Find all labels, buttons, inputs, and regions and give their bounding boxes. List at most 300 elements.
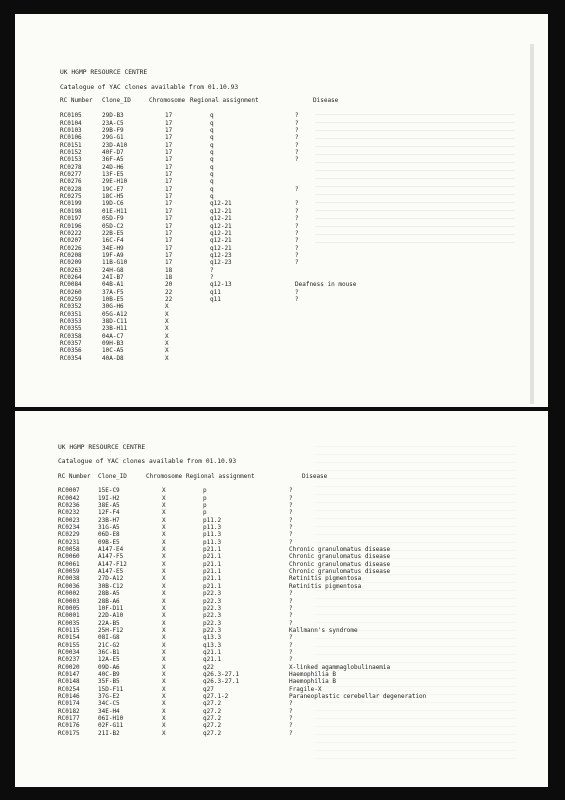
cell-regional-assignment: p21.1 <box>203 546 222 554</box>
cell-rc-number: RC0208 <box>60 251 82 259</box>
cell-regional-assignment: p11.3 <box>203 538 222 546</box>
cell-rc-number: RC0351 <box>60 310 82 318</box>
cell-regional-assignment: q <box>210 119 214 127</box>
cell-clone-id: 29G-G1 <box>102 134 124 142</box>
cell-clone-id: 22D-A10 <box>98 612 124 620</box>
cell-clone-id: 28B-A6 <box>98 597 120 605</box>
cell-chromosome: 18 <box>165 266 173 274</box>
org-title: UK HGMP RESOURCE CENTRE <box>58 444 146 451</box>
cell-clone-id: 24H-G8 <box>102 266 124 274</box>
cell-rc-number: RC0061 <box>58 560 80 568</box>
cell-clone-id: 09B-E5 <box>98 538 120 546</box>
cell-regional-assignment: q27.2 <box>203 729 222 737</box>
cell-chromosome: 17 <box>165 171 173 179</box>
cell-disease: ? <box>289 722 293 730</box>
cell-rc-number: RC0275 <box>60 193 82 201</box>
cell-regional-assignment: q12-21 <box>210 237 232 245</box>
cell-regional-assignment: q12-21 <box>210 229 232 237</box>
cell-disease: ? <box>295 156 299 164</box>
cell-rc-number: RC0229 <box>58 531 80 539</box>
cell-clone-id: 23B-H11 <box>102 325 128 333</box>
cell-disease: ? <box>289 612 293 620</box>
cell-chromosome: 17 <box>165 127 173 135</box>
cell-regional-assignment: q12-21 <box>210 200 232 208</box>
cell-rc-number: RC0084 <box>60 281 82 289</box>
cell-rc-number: RC0260 <box>60 288 82 296</box>
cell-rc-number: RC0254 <box>58 685 80 693</box>
cell-disease: ? <box>295 244 299 252</box>
cell-regional-assignment: p11.2 <box>203 516 222 524</box>
cell-chromosome: 17 <box>165 222 173 230</box>
cell-chromosome: X <box>165 354 169 362</box>
cell-clone-id: 10C-A5 <box>102 347 124 355</box>
cell-disease: ? <box>289 487 293 495</box>
cell-clone-id: 18C-H5 <box>102 193 124 201</box>
cell-chromosome: 17 <box>165 156 173 164</box>
cell-rc-number: RC0176 <box>58 722 80 730</box>
cell-disease: ? <box>295 200 299 208</box>
cell-chromosome: 17 <box>165 178 173 186</box>
cell-disease: Retinitis pigmentosa <box>289 582 362 590</box>
show-through-text <box>315 109 515 249</box>
cell-chromosome: 17 <box>165 207 173 215</box>
page-sheet-bottom <box>15 411 548 787</box>
col-chromosome: Chromosome <box>149 97 186 104</box>
cell-rc-number: RC0237 <box>58 656 80 664</box>
cell-chromosome: X <box>162 590 166 598</box>
cell-disease: ? <box>289 538 293 546</box>
cell-chromosome: X <box>162 553 166 561</box>
cell-clone-id: 24D-H6 <box>102 163 124 171</box>
cell-disease: ? <box>289 619 293 627</box>
cell-clone-id: A147-E5 <box>98 568 124 576</box>
catalogue-title: Catalogue of YAC clones available from 01.10.93 <box>58 458 237 465</box>
cell-disease: Haemophilia B <box>289 678 336 686</box>
cell-disease: ? <box>295 141 299 149</box>
col-regional-assignment: Regional assignment <box>186 473 255 480</box>
cell-rc-number: RC0277 <box>60 171 82 179</box>
cell-chromosome: X <box>162 509 166 517</box>
cell-chromosome: X <box>162 516 166 524</box>
cell-regional-assignment: q13.3 <box>203 634 222 642</box>
cell-regional-assignment: q <box>210 127 214 135</box>
cell-regional-assignment: p11.3 <box>203 531 222 539</box>
cell-regional-assignment: p22.3 <box>203 626 222 634</box>
cell-regional-assignment: q <box>210 141 214 149</box>
cell-regional-assignment: q <box>210 171 214 179</box>
cell-clone-id: 29B-F9 <box>102 127 124 135</box>
cell-chromosome: 17 <box>165 119 173 127</box>
cell-rc-number: RC0023 <box>58 516 80 524</box>
cell-clone-id: 38D-C11 <box>102 317 128 325</box>
col-clone-id: Clone_ID <box>102 97 131 104</box>
cell-disease: ? <box>289 509 293 517</box>
cell-disease: ? <box>289 700 293 708</box>
cell-chromosome: X <box>162 700 166 708</box>
cell-regional-assignment: p22.3 <box>203 597 222 605</box>
cell-rc-number: RC0352 <box>60 303 82 311</box>
cell-regional-assignment: q12-23 <box>210 251 232 259</box>
cell-rc-number: RC0115 <box>58 626 80 634</box>
cell-rc-number: RC0002 <box>58 590 80 598</box>
cell-rc-number: RC0151 <box>60 141 82 149</box>
cell-disease: Haemophilia B <box>289 670 336 678</box>
cell-chromosome: 17 <box>165 141 173 149</box>
cell-chromosome: 17 <box>165 251 173 259</box>
cell-chromosome: 17 <box>165 185 173 193</box>
cell-regional-assignment: q22 <box>203 663 214 671</box>
cell-chromosome: 17 <box>165 149 173 157</box>
cell-disease: ? <box>295 119 299 127</box>
col-rc-number: RC Number <box>58 473 91 480</box>
cell-chromosome: X <box>162 568 166 576</box>
cell-chromosome: X <box>165 340 169 347</box>
cell-disease: ? <box>289 516 293 524</box>
cell-chromosome: 17 <box>165 229 173 237</box>
cell-chromosome: X <box>162 685 166 693</box>
cell-disease: ? <box>295 229 299 237</box>
cell-clone-id: 34E-H9 <box>102 244 124 252</box>
cell-rc-number: RC0058 <box>58 546 80 554</box>
cell-disease: ? <box>295 222 299 230</box>
cell-disease: ? <box>289 641 293 649</box>
cell-rc-number: RC0259 <box>60 295 82 303</box>
cell-regional-assignment: q11 <box>210 288 221 296</box>
cell-regional-assignment: q <box>210 185 214 193</box>
cell-rc-number: RC0105 <box>60 112 82 120</box>
cell-chromosome: X <box>165 325 169 333</box>
cell-rc-number: RC0034 <box>58 648 80 656</box>
cell-rc-number: RC0106 <box>60 134 82 142</box>
cell-disease: Kallmann's syndrome <box>289 626 358 634</box>
cell-clone-id: 19C-E7 <box>102 185 124 193</box>
cell-regional-assignment: q27.2 <box>203 722 222 730</box>
cell-clone-id: 30B-C12 <box>98 582 124 590</box>
cell-clone-id: 25H-F12 <box>98 626 124 634</box>
cell-disease: Paraneoplastic cerebellar degeneration <box>289 692 427 700</box>
cell-chromosome: X <box>162 670 166 678</box>
cell-disease: Chronic granulomatus disease <box>289 568 391 576</box>
cell-disease: ? <box>295 112 299 120</box>
cell-clone-id: 02F-G11 <box>98 722 124 730</box>
cell-disease: ? <box>289 494 293 502</box>
cell-rc-number: RC0146 <box>58 692 80 700</box>
cell-rc-number: RC0263 <box>60 266 82 274</box>
cell-rc-number: RC0196 <box>60 222 82 230</box>
cell-clone-id: A147-E4 <box>98 546 124 554</box>
cell-clone-id: 15D-F11 <box>98 685 124 693</box>
cell-rc-number: RC0234 <box>58 524 80 532</box>
cell-disease: ? <box>289 707 293 715</box>
cell-regional-assignment: p <box>203 509 207 517</box>
cell-rc-number: RC0003 <box>58 597 80 605</box>
col-rc-number: RC Number <box>60 97 93 104</box>
cell-clone-id: 40A-D8 <box>102 354 124 362</box>
cell-regional-assignment: p <box>203 502 207 510</box>
cell-clone-id: 31G-A5 <box>98 524 120 532</box>
cell-rc-number: RC0060 <box>58 553 80 561</box>
cell-chromosome: X <box>162 560 166 568</box>
cell-disease: ? <box>295 185 299 193</box>
cell-chromosome: X <box>162 494 166 502</box>
col-chromosome: Chromosome <box>146 473 183 480</box>
cell-disease: Deafness in mouse <box>295 281 357 289</box>
cell-chromosome: X <box>162 582 166 590</box>
cell-rc-number: RC0153 <box>60 156 82 164</box>
cell-chromosome: X <box>162 597 166 605</box>
cell-disease: ? <box>289 597 293 605</box>
cell-rc-number: RC0209 <box>60 259 82 267</box>
cell-regional-assignment: q27.1-2 <box>203 692 229 700</box>
cell-clone-id: 13F-E5 <box>102 171 124 179</box>
cell-chromosome: X <box>162 678 166 686</box>
cell-disease: X-linked agammaglobulinaemia <box>289 663 391 671</box>
cell-rc-number: RC0155 <box>58 641 80 649</box>
cell-disease: ? <box>289 531 293 539</box>
cell-rc-number: RC0104 <box>60 119 82 127</box>
cell-clone-id: 23A-C5 <box>102 119 124 127</box>
cell-regional-assignment: q27.2 <box>203 715 222 722</box>
cell-clone-id: 21I-B2 <box>98 729 120 737</box>
cell-disease: ? <box>289 715 293 722</box>
cell-clone-id: 30G-H6 <box>102 303 124 311</box>
cell-chromosome: X <box>165 303 169 311</box>
cell-clone-id: 15E-C9 <box>98 487 120 495</box>
cell-clone-id: 37A-F5 <box>102 288 124 296</box>
cell-chromosome: 17 <box>165 244 173 252</box>
cell-chromosome: 22 <box>165 295 173 303</box>
cell-rc-number: RC0103 <box>60 127 82 135</box>
cell-disease: Chronic granulomatus disease <box>289 553 391 561</box>
cell-chromosome: 17 <box>165 259 173 267</box>
cell-rc-number: RC0228 <box>60 185 82 193</box>
cell-rc-number: RC0007 <box>58 487 80 495</box>
cell-chromosome: X <box>162 722 166 730</box>
cell-regional-assignment: q12-13 <box>210 281 232 289</box>
cell-disease: ? <box>295 288 299 296</box>
show-through-text <box>315 441 515 761</box>
cell-rc-number: RC0236 <box>58 502 80 510</box>
cell-regional-assignment: p21.1 <box>203 582 222 590</box>
cell-regional-assignment: q13.3 <box>203 641 222 649</box>
cell-chromosome: 17 <box>165 193 173 201</box>
cell-chromosome: X <box>162 626 166 634</box>
cell-clone-id: 38E-A5 <box>98 502 120 510</box>
cell-chromosome: X <box>162 648 166 656</box>
cell-clone-id: 36C-B1 <box>98 648 120 656</box>
cell-clone-id: 24I-B7 <box>102 273 124 281</box>
cell-clone-id: 10F-D11 <box>98 604 124 612</box>
cell-clone-id: 19I-H2 <box>98 494 120 502</box>
cell-chromosome: X <box>162 531 166 539</box>
cell-rc-number: RC0177 <box>58 715 80 722</box>
cell-regional-assignment: ? <box>210 273 214 281</box>
cell-chromosome: X <box>162 487 166 495</box>
cell-clone-id: 08I-G8 <box>98 634 120 642</box>
cell-rc-number: RC0154 <box>58 634 80 642</box>
cell-clone-id: 10B-E5 <box>102 295 124 303</box>
cell-disease: ? <box>289 656 293 664</box>
cell-chromosome: X <box>162 619 166 627</box>
cell-chromosome: 18 <box>165 273 173 281</box>
cell-regional-assignment: q12-21 <box>210 207 232 215</box>
cell-clone-id: 27D-A12 <box>98 575 124 583</box>
cell-chromosome: X <box>162 612 166 620</box>
cell-chromosome: 17 <box>165 237 173 245</box>
cell-regional-assignment: q <box>210 112 214 120</box>
cell-regional-assignment: q <box>210 193 214 201</box>
cell-regional-assignment: p21.1 <box>203 553 222 561</box>
cell-clone-id: 12A-E5 <box>98 656 120 664</box>
cell-disease: ? <box>289 524 293 532</box>
cell-chromosome: X <box>162 538 166 546</box>
cell-regional-assignment: p <box>203 494 207 502</box>
cell-rc-number: RC0147 <box>58 670 80 678</box>
cell-chromosome: X <box>162 604 166 612</box>
cell-regional-assignment: p21.1 <box>203 560 222 568</box>
cell-rc-number: RC0231 <box>58 538 80 546</box>
cell-regional-assignment: q27 <box>203 685 214 693</box>
cell-clone-id: 19D-C6 <box>102 200 124 208</box>
cell-regional-assignment: q21.1 <box>203 656 222 664</box>
cell-clone-id: 11B-G10 <box>102 259 128 267</box>
col-clone-id: Clone_ID <box>98 473 127 480</box>
cell-rc-number: RC0038 <box>58 575 80 583</box>
cell-regional-assignment: p <box>203 487 207 495</box>
cell-regional-assignment: p22.3 <box>203 619 222 627</box>
cell-regional-assignment: q <box>210 178 214 186</box>
cell-clone-id: 19F-A9 <box>102 251 124 259</box>
cell-clone-id: 05D-F9 <box>102 215 124 223</box>
cell-clone-id: 01E-H11 <box>102 207 128 215</box>
cell-clone-id: 05G-A12 <box>102 310 128 318</box>
cell-regional-assignment: q12-21 <box>210 244 232 252</box>
cell-disease: ? <box>295 237 299 245</box>
cell-rc-number: RC0036 <box>58 582 80 590</box>
cell-clone-id: 09H-B3 <box>102 340 124 347</box>
cell-rc-number: RC0059 <box>58 568 80 576</box>
cell-regional-assignment: q12-21 <box>210 215 232 223</box>
cell-clone-id: A147-F12 <box>98 560 127 568</box>
cell-chromosome: X <box>165 347 169 355</box>
cell-chromosome: X <box>162 663 166 671</box>
cell-chromosome: 17 <box>165 112 173 120</box>
cell-clone-id: 34E-H4 <box>98 707 120 715</box>
cell-clone-id: 35F-B5 <box>98 678 120 686</box>
cell-chromosome: X <box>162 524 166 532</box>
cell-regional-assignment: q26.3-27.1 <box>203 670 240 678</box>
cell-rc-number: RC0276 <box>60 178 82 186</box>
cell-regional-assignment: p11.3 <box>203 524 222 532</box>
cell-rc-number: RC0197 <box>60 215 82 223</box>
cell-disease: ? <box>295 259 299 267</box>
cell-regional-assignment: ? <box>210 266 214 274</box>
cell-chromosome: X <box>162 707 166 715</box>
cell-rc-number: RC0278 <box>60 163 82 171</box>
cell-chromosome: 22 <box>165 288 173 296</box>
cell-disease: ? <box>295 215 299 223</box>
cell-clone-id: 29E-H10 <box>102 178 128 186</box>
cell-regional-assignment: q11 <box>210 295 221 303</box>
catalogue-title: Catalogue of YAC clones available from 01.10.93 <box>60 84 239 91</box>
cell-clone-id: 16C-F4 <box>102 237 124 245</box>
cell-clone-id: 05D-C2 <box>102 222 124 230</box>
cell-disease: ? <box>289 502 293 510</box>
cell-rc-number: RC0264 <box>60 273 82 281</box>
cell-regional-assignment: q <box>210 134 214 142</box>
cell-rc-number: RC0355 <box>60 325 82 333</box>
cell-chromosome: 17 <box>165 215 173 223</box>
cell-regional-assignment: q27.2 <box>203 700 222 708</box>
cell-clone-id: 23B-H7 <box>98 516 120 524</box>
cell-regional-assignment: q26.3-27.1 <box>203 678 240 686</box>
cell-clone-id: 28B-A5 <box>98 590 120 598</box>
cell-chromosome: 17 <box>165 200 173 208</box>
cell-clone-id: 29D-B3 <box>102 112 124 120</box>
cell-rc-number: RC0199 <box>60 200 82 208</box>
cell-rc-number: RC0357 <box>60 340 82 347</box>
cell-regional-assignment: q27.2 <box>203 707 222 715</box>
cell-regional-assignment: p22.3 <box>203 590 222 598</box>
paper-edge <box>530 44 534 404</box>
cell-chromosome: X <box>162 634 166 642</box>
cell-clone-id: 06I-H10 <box>98 715 124 722</box>
cell-clone-id: 21C-G2 <box>98 641 120 649</box>
cell-chromosome: 17 <box>165 134 173 142</box>
cell-regional-assignment: q <box>210 156 214 164</box>
cell-chromosome: X <box>162 729 166 737</box>
cell-rc-number: RC0182 <box>58 707 80 715</box>
cell-clone-id: A147-F5 <box>98 553 124 561</box>
cell-regional-assignment: p21.1 <box>203 575 222 583</box>
cell-disease: ? <box>295 149 299 157</box>
cell-chromosome: X <box>165 332 169 340</box>
cell-disease: ? <box>295 127 299 135</box>
cell-clone-id: 37G-E2 <box>98 692 120 700</box>
cell-chromosome: X <box>162 692 166 700</box>
col-disease: Disease <box>302 473 328 480</box>
cell-chromosome: 17 <box>165 163 173 171</box>
cell-clone-id: 40C-B9 <box>98 670 120 678</box>
cell-rc-number: RC0035 <box>58 619 80 627</box>
cell-disease: Retinitis pigmentosa <box>289 575 362 583</box>
cell-clone-id: 22A-B5 <box>98 619 120 627</box>
cell-clone-id: 12F-F4 <box>98 509 120 517</box>
cell-regional-assignment: p22.3 <box>203 604 222 612</box>
cell-regional-assignment: q12-21 <box>210 222 232 230</box>
cell-regional-assignment: q <box>210 163 214 171</box>
cell-disease: ? <box>295 134 299 142</box>
cell-clone-id: 04B-A1 <box>102 281 124 289</box>
cell-rc-number: RC0232 <box>58 509 80 517</box>
cell-disease: Chronic granulomatus disease <box>289 546 391 554</box>
cell-disease: ? <box>289 729 293 737</box>
cell-rc-number: RC0353 <box>60 317 82 325</box>
cell-clone-id: 04A-C7 <box>102 332 124 340</box>
cell-rc-number: RC0358 <box>60 332 82 340</box>
cell-disease: ? <box>289 590 293 598</box>
cell-regional-assignment: q12-23 <box>210 259 232 267</box>
cell-rc-number: RC0042 <box>58 494 80 502</box>
cell-regional-assignment: q <box>210 149 214 157</box>
cell-clone-id: 34C-C5 <box>98 700 120 708</box>
cell-disease: ? <box>289 634 293 642</box>
col-disease: Disease <box>313 97 339 104</box>
cell-disease: Chronic granulomatus disease <box>289 560 391 568</box>
cell-disease: ? <box>295 207 299 215</box>
cell-chromosome: X <box>162 502 166 510</box>
cell-rc-number: RC0207 <box>60 237 82 245</box>
